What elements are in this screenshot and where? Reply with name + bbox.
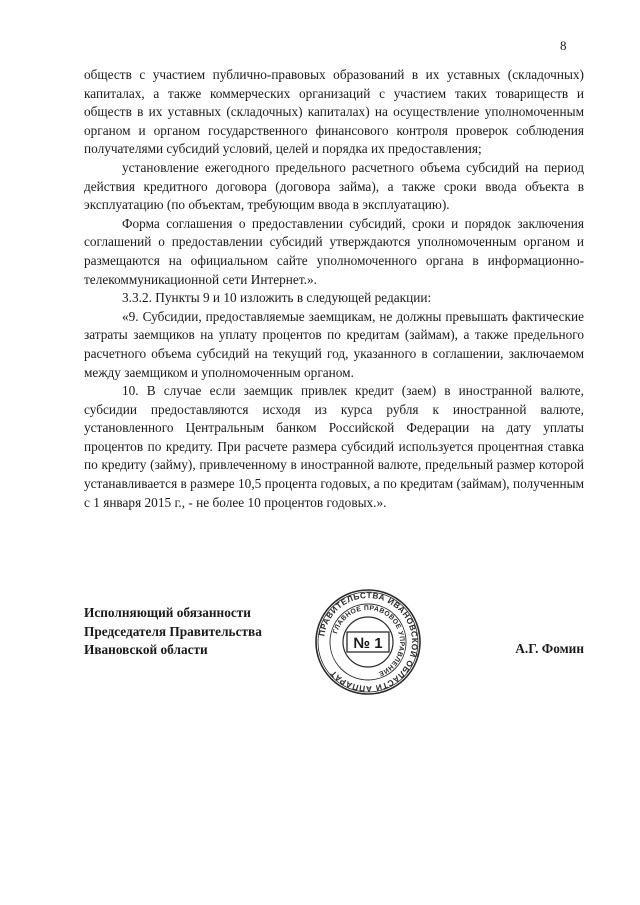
- paragraph: установление ежегодного предельного расчетного объема субсидий на период действия кредитного договора (договора займа), а также сроки ввода объекта в эксплуатацию (по объектам, требующим ввода в эксплуатацию).: [84, 159, 584, 213]
- signer-name: А.Г. Фомин: [515, 641, 584, 656]
- paragraph: обществ с участием публично-правовых образований в их уставных (складочных) капиталах, а также коммерческих организаций с участием таких товариществ и обществ в их уставных (складочных) капиталах) на осуществление уполномоченным органом и органом государственного финансового контроля проверок соблюдения получателями субсидий условий, целей и порядка их предоставления;: [84, 67, 584, 157]
- seal-number: № 1: [353, 635, 383, 652]
- seal-inner-text: ГЛАВНОЕ ПРАВОВОЕ УПРАВЛЕНИЕ: [332, 604, 406, 678]
- paragraph: 3.3.2. Пункты 9 и 10 изложить в следующей редакции:: [122, 290, 432, 306]
- seal-outer-text: ПРАВИТЕЛЬСТВА ИВАНОВСКОЙ ОБЛАСТИ АППАРАТ: [317, 590, 420, 694]
- paragraph: Форма соглашения о предоставлении субсидий, сроки и порядок заключения соглашений о предоставлении субсидий утверждаются уполномоченным органом и размещаются на официальном сайте уполномоченного органа в информационно-телекоммуникационной сети Интернет.».: [84, 215, 584, 287]
- page-number: 8: [560, 38, 567, 53]
- signature-title-line: Председателя Правительства: [84, 623, 262, 639]
- paragraph: «9. Субсидии, предоставляемые заемщикам, не должны превышать фактические затраты заемщиков на уплату процентов по кредитам (займам), а также предельного расчетного объема субсидий на текущий год, указанного в соглашении, заключаемом между заемщиком и уполномоченным органом.: [84, 308, 584, 380]
- official-seal: [314, 588, 422, 696]
- signature-title-line: Ивановской области: [84, 642, 208, 658]
- paragraph: 10. В случае если заемщик привлек кредит (заем) в иностранной валюте, субсидии предоставляются исходя из курса рубля к иностранной валюте, установленного Центральным банком Российской Федерации на дату уплаты процентов по кредиту. При расчете размера субсидий используется процентная ставка по кредиту (займу), привлеченному в иностранной валюте, предельный размер которой устанавливается в размере 10,5 процента годовых, а по кредитам (займам), полученным с 1 января 2015 г., - не более 10 процентов годовых.».: [84, 383, 584, 510]
- signature-title-line: Исполняющий обязанности: [84, 605, 251, 620]
- document-body: [84, 66, 584, 512]
- signature-title: [84, 604, 262, 660]
